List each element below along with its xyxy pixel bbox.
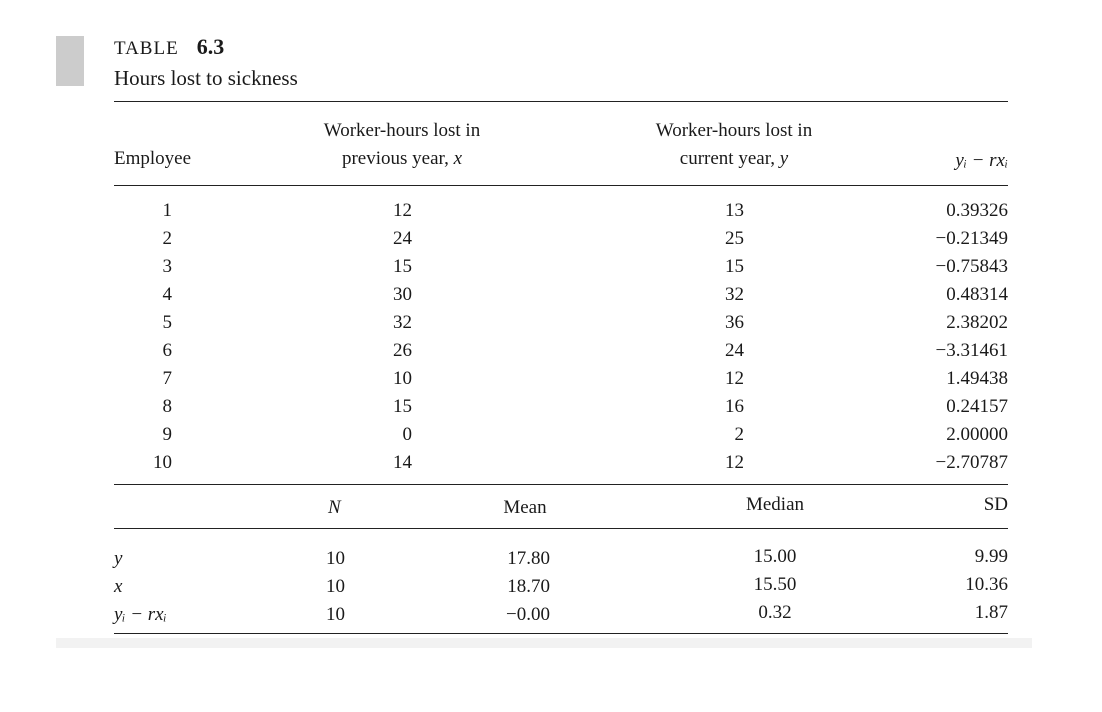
table-cell-employee: 8 bbox=[162, 396, 172, 417]
header-current-line1: Worker-hours lost in bbox=[655, 120, 813, 141]
top-rule-main bbox=[114, 101, 1008, 102]
table-cell-x: 15 bbox=[393, 256, 412, 277]
table-cell-x: 26 bbox=[393, 340, 412, 361]
table-cell-employee: 10 bbox=[153, 452, 172, 473]
summary-cell-var: y bbox=[114, 548, 123, 569]
table-cell-x: 12 bbox=[393, 200, 412, 221]
summary-cell-sd: 9.99 bbox=[974, 546, 1008, 567]
summary-header-mean: Mean bbox=[503, 497, 547, 518]
header-employee: Employee bbox=[114, 148, 192, 169]
header-current-line2: current year, bbox=[679, 148, 780, 169]
table-cell-residual: 0.48314 bbox=[946, 284, 1008, 305]
table-cell-x: 30 bbox=[393, 284, 412, 305]
table-cell-y: 25 bbox=[725, 228, 744, 249]
table-cell-employee: 2 bbox=[162, 228, 172, 249]
table-cell-residual: −2.70787 bbox=[935, 452, 1008, 473]
table-cell-x: 32 bbox=[393, 312, 412, 333]
table-cell-x: 14 bbox=[393, 452, 412, 473]
summary-cell-median: 15.00 bbox=[753, 546, 797, 567]
bottom-rule bbox=[114, 633, 1008, 634]
table-cell-y: 12 bbox=[725, 452, 744, 473]
summary-cell-mean: 17.80 bbox=[507, 548, 550, 569]
header-previous-line2: previous year, bbox=[341, 148, 454, 169]
summary-cell-median: 15.50 bbox=[753, 574, 797, 595]
summary-cell-sd: 10.36 bbox=[965, 574, 1008, 595]
summary-cell-median: 0.32 bbox=[758, 602, 792, 623]
summary-cell-var: yᵢ − rxᵢ bbox=[114, 604, 167, 625]
margin-marker bbox=[56, 36, 84, 86]
table-cell-y: 24 bbox=[725, 340, 744, 361]
summary-cell-mean: 18.70 bbox=[507, 576, 550, 597]
table-cell-y: 12 bbox=[725, 368, 744, 389]
summary-cell-sd: 1.87 bbox=[974, 602, 1008, 623]
summary-header-rule bbox=[114, 528, 1008, 529]
table-cell-employee: 9 bbox=[162, 424, 172, 445]
table-cell-x: 15 bbox=[393, 396, 412, 417]
table-cell-y: 15 bbox=[725, 256, 744, 277]
summary-cell-n: 10 bbox=[326, 576, 345, 597]
table-cell-employee: 1 bbox=[162, 200, 172, 221]
table-cell-residual: −0.75843 bbox=[935, 256, 1008, 277]
table-cell-residual: −0.21349 bbox=[935, 228, 1008, 249]
table-cell-employee: 7 bbox=[162, 368, 172, 389]
table-cell-y: 13 bbox=[725, 200, 744, 221]
table-cell-employee: 4 bbox=[162, 284, 172, 305]
summary-top-rule bbox=[114, 484, 1008, 485]
header-residual: yᵢ − rxᵢ bbox=[955, 150, 1008, 171]
table-cell-employee: 3 bbox=[162, 256, 172, 277]
header-current-year bbox=[614, 120, 854, 170]
page-bottom-strip bbox=[56, 638, 1032, 648]
header-previous-line1: Worker-hours lost in bbox=[323, 120, 481, 141]
summary-cell-n: 10 bbox=[326, 548, 345, 569]
table-cell-residual: 0.39326 bbox=[946, 200, 1008, 221]
header-previous-year bbox=[282, 120, 522, 170]
table-cell-residual: 0.24157 bbox=[946, 396, 1008, 417]
summary-cell-var: x bbox=[114, 576, 123, 597]
table-cell-x: 10 bbox=[393, 368, 412, 389]
table-caption bbox=[114, 34, 298, 91]
summary-header-n: N bbox=[328, 497, 341, 518]
table-cell-y: 32 bbox=[725, 284, 744, 305]
summary-cell-mean: −0.00 bbox=[506, 604, 550, 625]
table-cell-y: 16 bbox=[725, 396, 744, 417]
table-cell-residual: 2.00000 bbox=[946, 424, 1008, 445]
table-cell-residual: −3.31461 bbox=[935, 340, 1008, 361]
summary-header-median: Median bbox=[745, 494, 805, 515]
table-cell-employee: 5 bbox=[162, 312, 172, 333]
summary-cell-n: 10 bbox=[326, 604, 345, 625]
header-current-var: y bbox=[779, 148, 789, 169]
table-cell-residual: 2.38202 bbox=[946, 312, 1008, 333]
table-cell-y: 36 bbox=[725, 312, 744, 333]
caption-title: Hours lost to sickness bbox=[114, 66, 298, 90]
table-cell-y: 2 bbox=[734, 424, 744, 445]
table-cell-x: 0 bbox=[402, 424, 412, 445]
table-cell-employee: 6 bbox=[162, 340, 172, 361]
caption-number: 6.3 bbox=[196, 34, 225, 59]
table-cell-x: 24 bbox=[393, 228, 412, 249]
table-cell-residual: 1.49438 bbox=[946, 368, 1008, 389]
header-rule bbox=[114, 185, 1008, 186]
header-previous-var: x bbox=[453, 148, 463, 169]
summary-header-sd: SD bbox=[983, 494, 1008, 515]
caption-label: TABLE bbox=[114, 38, 179, 59]
